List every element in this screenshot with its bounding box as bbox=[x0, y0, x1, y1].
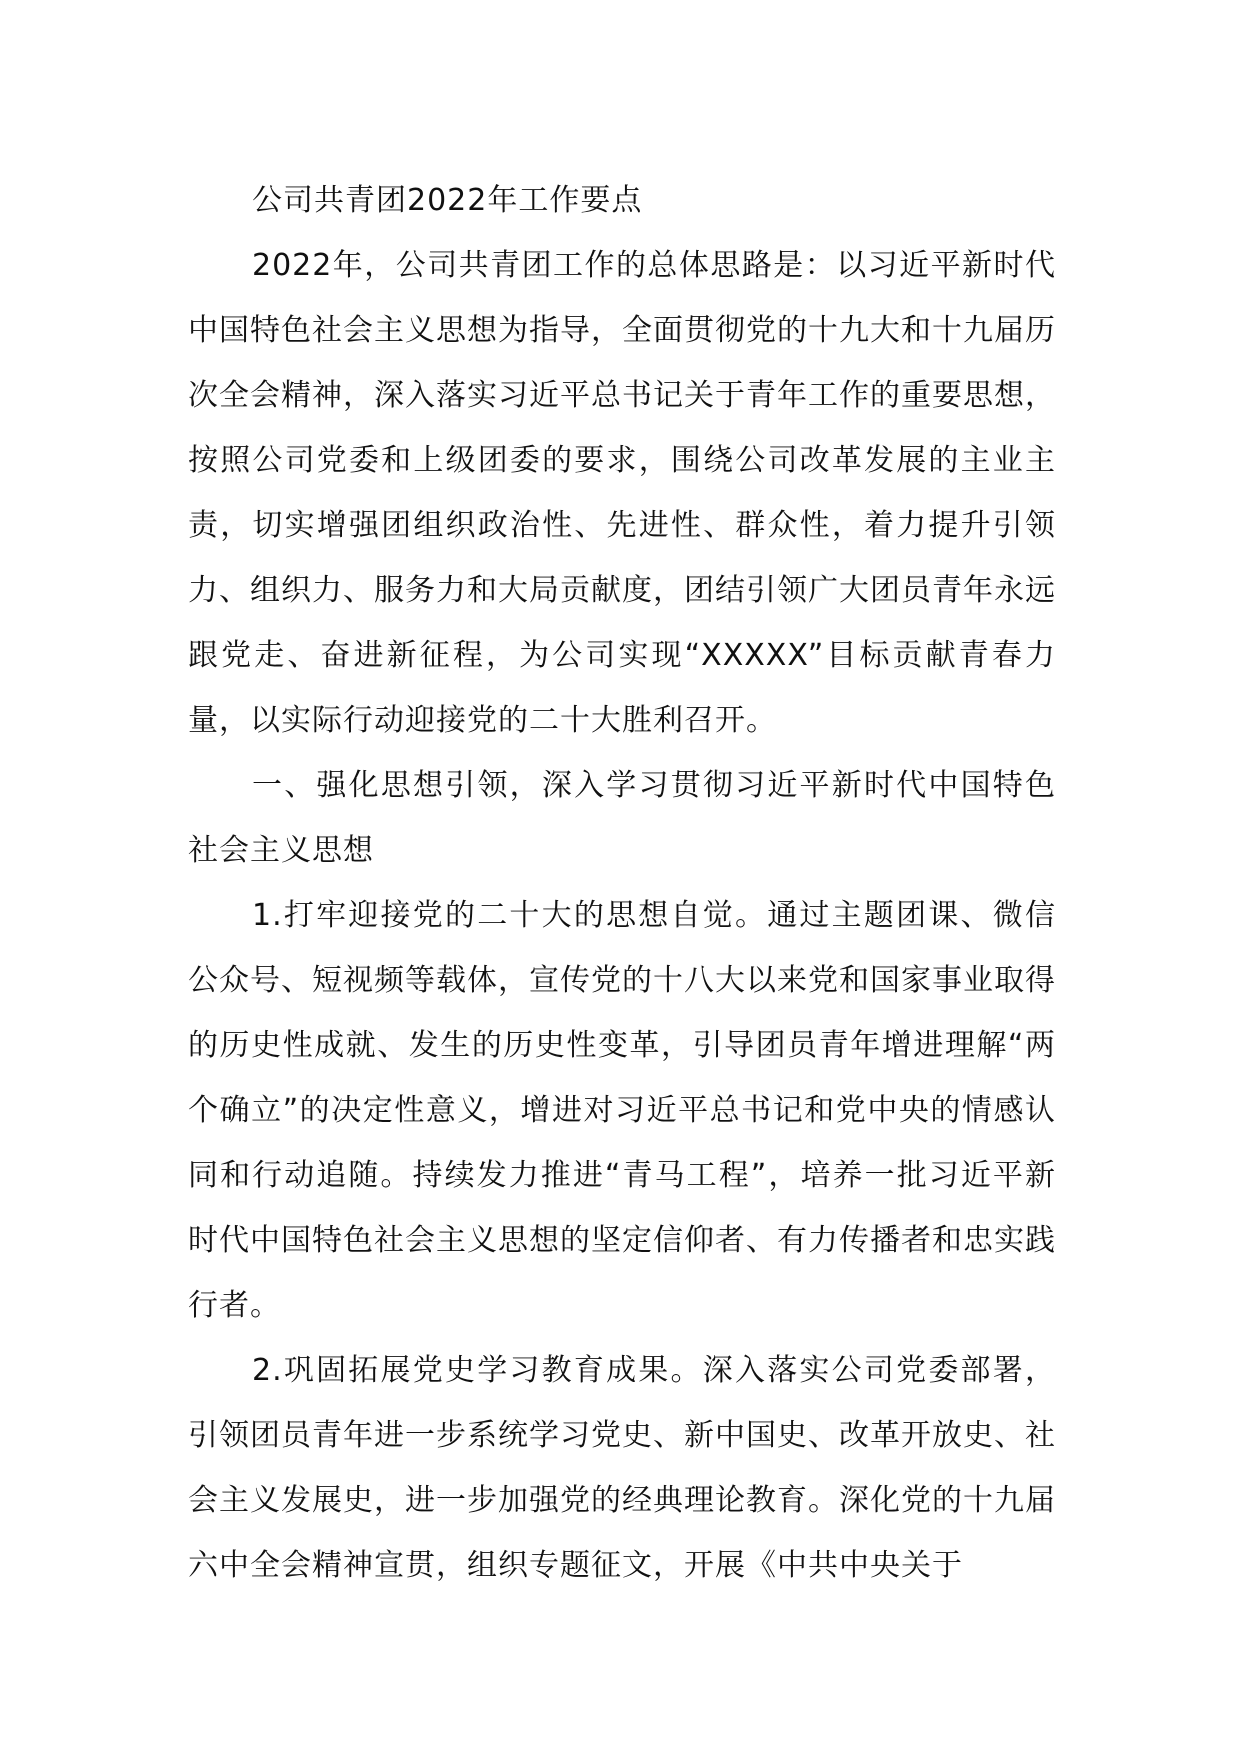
paragraph-item-2: 2.巩固拓展党史学习教育成果。深入落实公司党委部署，引领团员青年进一步系统学习党史、新中国史、改革开放史、社会主义发展史，进一步加强党的经典理论教育。深化党的十九届六中全会精神宣贯，组织专题征文，开展《中共中央关于 bbox=[188, 1353, 1056, 1583]
paragraph-overview: 2022年，公司共青团工作的总体思路是：以习近平新时代中国特色社会主义思想为指导，全面贯彻党的十九大和十九届历次全会精神，深入落实习近平总书记关于青年工作的重要思想，按照公司党委和上级团委的要求，围绕公司改革发展的主业主责，切实增强团组织政治性、先进性、群众性，着力提升引领力、组织力、服务力和大局贡献度，团结引领广大团员青年永远跟党走、奋进新征程，为公司实现“XXXXX”目标贡献青春力量，以实际行动迎接党的二十大胜利召开。 bbox=[188, 248, 1056, 738]
document-body bbox=[188, 168, 1056, 1598]
document-title: 公司共青团2022年工作要点 bbox=[252, 183, 643, 218]
paragraph-item-1: 1.打牢迎接党的二十大的思想自觉。通过主题团课、微信公众号、短视频等载体，宣传党的十八大以来党和国家事业取得的历史性成就、发生的历史性变革，引导团员青年增进理解“两个确立”的决定性意义，增进对习近平总书记和党中央的情感认同和行动追随。持续发力推进“青马工程”，培养一批习近平新时代中国特色社会主义思想的坚定信仰者、有力传播者和忠实践行者。 bbox=[188, 898, 1056, 1323]
section-heading-1: 一、强化思想引领，深入学习贯彻习近平新时代中国特色社会主义思想 bbox=[188, 768, 1056, 868]
